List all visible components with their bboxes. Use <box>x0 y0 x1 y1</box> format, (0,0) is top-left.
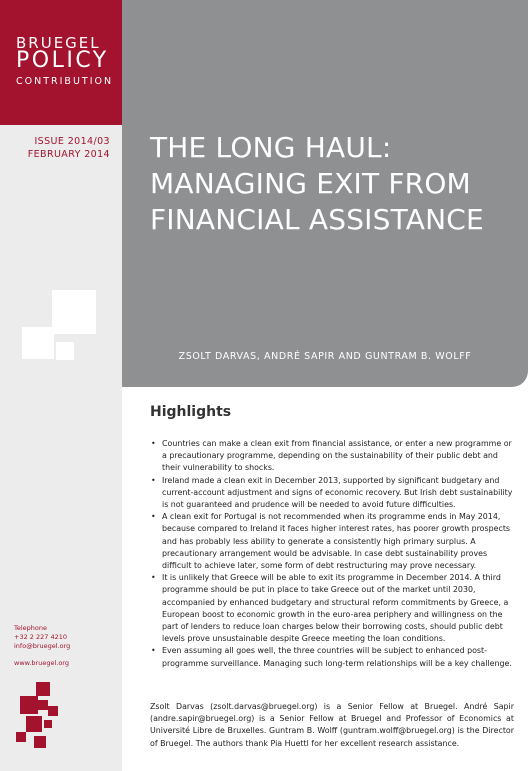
highlights-list <box>150 438 514 670</box>
issue-date: FEBRUARY 2014 <box>27 149 110 160</box>
bullet-icon: • <box>151 512 156 522</box>
bruegel-squares-logo <box>14 682 62 754</box>
document-title <box>150 130 520 238</box>
highlight-text: Countries can make a clean exit from financial assistance, or enter a new programme or a precautionary programme, depending on the sustainability of their public debt and their vulnerability to shocks. <box>162 439 512 473</box>
brand-name: BRUEGEL <box>16 34 101 52</box>
issue-number: ISSUE 2014/03 <box>34 136 110 147</box>
telephone-number: +32 2 227 4210 <box>14 633 67 641</box>
title-line: FINANCIAL ASSISTANCE <box>150 203 484 236</box>
sidebar <box>0 0 122 771</box>
highlight-item <box>150 475 514 512</box>
highlight-text: It is unlikely that Greece will be able to exit its programme in December 2014. A third programme should be put in place to take Greece out of the market until 2030, accompanied by enhanced budgetary and structural reform commitments by Greece, a European boost to economic growth in the euro-area periphery and willingness on the part of lenders to reduce loan charges below their borrowing costs, should public debt levels prove unsustainable despite Greece meeting the loan conditions. <box>162 573 509 644</box>
bullet-icon: • <box>151 646 156 656</box>
title-line: MANAGING EXIT FROM <box>150 167 471 200</box>
highlight-text: Even assuming all goes well, the three countries will be subject to enhanced post-programme surveillance. Managing such long-term relationships will be a key challenge. <box>162 646 512 668</box>
highlight-item <box>150 645 514 669</box>
decorative-square <box>22 327 54 359</box>
website-link[interactable]: www.bruegel.org <box>14 659 69 667</box>
author-note: Zsolt Darvas (zsolt.darvas@bruegel.org) is a Senior Fellow at Bruegel. André Sapir (andre.sapir@bruegel.org) is a Senior Fellow at Bruegel and Professor of Economics at Université Libre de Bruxelles. Guntram B. Wolff (guntram.wolff@bruegel.org) is the Director of Bruegel. The authors thank Pia Huettl for her excellent research assistance. <box>150 702 514 748</box>
telephone-label: Telephone <box>14 624 48 632</box>
highlight-text: Ireland made a clean exit in December 2013, supported by significant budgetary and current-account adjustment and signs of economic recovery. But Irish debt sustainability is not guaranteed and prudence will be needed to avoid future difficulties. <box>162 475 513 510</box>
authors-line: ZSOLT DARVAS, ANDRÉ SAPIR AND GUNTRAM B. WOLFF <box>178 351 472 362</box>
bullet-icon: • <box>151 573 156 583</box>
bullet-icon: • <box>151 439 156 448</box>
highlights-heading: Highlights <box>150 404 232 420</box>
decorative-square <box>56 342 74 360</box>
brand-subseries: CONTRIBUTION <box>16 76 114 87</box>
bullet-icon: • <box>151 475 156 485</box>
title-line: THE LONG HAUL: <box>150 131 392 164</box>
highlight-text: A clean exit for Portugal is not recommended when its programme ends in May 2014, because compared to Ireland it faces higher interest rates, has poorer growth prospects and has probably less ability to generate a consistently high primary surplus. A precautionary arrangement would be advisable. In case debt sustainability proves difficult to achieve later, some form of debt restructuring may prove necessary. <box>162 512 511 571</box>
highlight-item <box>150 438 514 475</box>
bruegel-logo-block <box>0 0 122 125</box>
brand-series: POLICY <box>16 48 109 73</box>
highlight-item <box>150 511 514 572</box>
contact-info <box>14 624 70 668</box>
email-link[interactable]: info@bruegel.org <box>14 642 71 650</box>
highlight-item <box>150 572 514 645</box>
decorative-square <box>52 290 96 334</box>
